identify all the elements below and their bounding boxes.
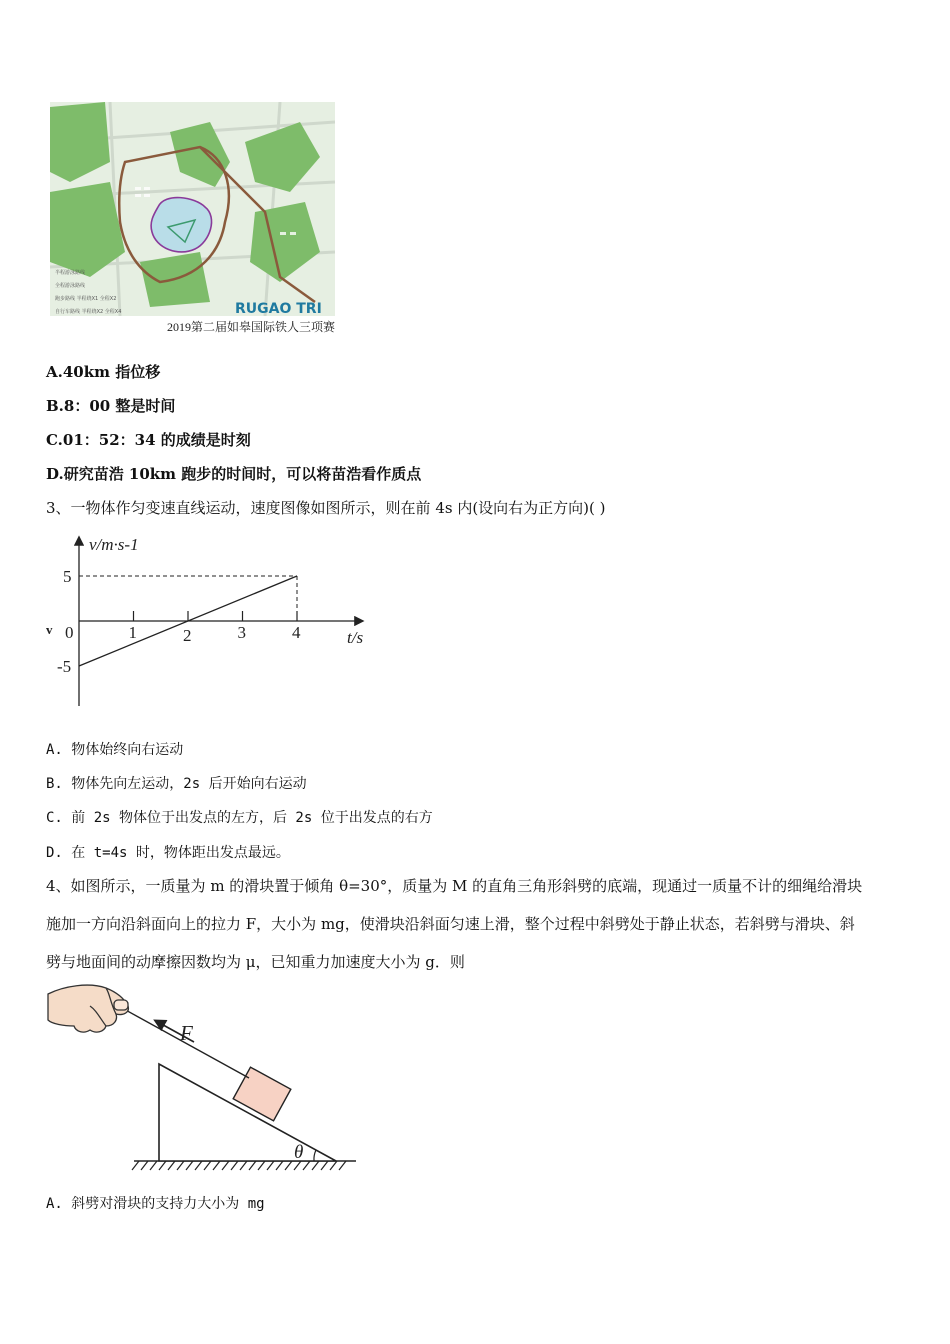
angle-label: θ bbox=[294, 1142, 304, 1163]
triathlon-route-map bbox=[50, 102, 335, 316]
q3-option-d: D. 在 t=4s 时，物体距出发点最远。 bbox=[46, 845, 290, 861]
ground-hatch bbox=[258, 1161, 265, 1170]
ground-hatch bbox=[285, 1161, 292, 1170]
y-axis-label: v/m·s-1 bbox=[89, 535, 139, 554]
ground-hatch bbox=[231, 1161, 238, 1170]
graph-side-label: v bbox=[46, 622, 53, 637]
ground-hatch bbox=[222, 1161, 229, 1170]
map-legend-item: 全程游泳路线 bbox=[55, 283, 86, 289]
rugao-tri-logo: RUGAO TRI bbox=[235, 301, 322, 316]
ground-hatch bbox=[276, 1161, 283, 1170]
map-caption: 2019第二届如皋国际铁人三项赛 bbox=[166, 320, 335, 334]
y-tick-label: 5 bbox=[63, 567, 72, 586]
ground-hatch bbox=[141, 1161, 148, 1170]
ground-hatch bbox=[132, 1161, 139, 1170]
q3-option-b: B. 物体先向左运动，2s 后开始向右运动 bbox=[46, 776, 307, 792]
ground-hatch bbox=[330, 1161, 337, 1170]
q4-stem-line2: 施加一方向沿斜面向上的拉力 F，大小为 mg，使滑块沿斜面匀速上滑，整个过程中斜劈处于静止状态，若斜劈与滑块、斜 bbox=[46, 915, 855, 933]
q4-stem-line1: 4、如图所示，一质量为 m 的滑块置于倾角 θ=30°，质量为 M 的直角三角形斜劈的底端，现通过一质量不计的细绳给滑块 bbox=[46, 877, 863, 895]
ground-hatch bbox=[249, 1161, 256, 1170]
x-tick-label: 1 bbox=[128, 623, 137, 642]
x-tick-label: 4 bbox=[292, 623, 301, 642]
ground-hatch bbox=[312, 1161, 319, 1170]
x-axis-label: t/s bbox=[347, 628, 364, 647]
incline-figure bbox=[44, 980, 364, 1175]
map-legend-item: 跑步路线 半程绕X1 全程X2 bbox=[55, 296, 117, 302]
force-label: F bbox=[180, 1021, 193, 1045]
hand-icon bbox=[48, 985, 128, 1032]
ground-hatch bbox=[303, 1161, 310, 1170]
q3-stem: 3、一物体作匀变速直线运动，速度图像如图所示，则在前 4s 内(设向右为正方向)( ) bbox=[46, 499, 606, 517]
ground-hatch bbox=[339, 1161, 346, 1170]
q3-option-c: C. 前 2s 物体位于出发点的左方，后 2s 位于出发点的右方 bbox=[46, 810, 433, 826]
map-legend-item: 自行车路线 半程绕X2 全程X4 bbox=[55, 309, 122, 315]
ground-hatch bbox=[150, 1161, 157, 1170]
q2-option-b: B.8：00 整是时间 bbox=[46, 397, 176, 415]
q3-option-a: A. 物体始终向右运动 bbox=[46, 742, 184, 758]
x-tick-label: 2 bbox=[183, 626, 192, 645]
velocity-time-graph bbox=[42, 528, 382, 713]
q2-option-c: C.01：52：34 的成绩是时刻 bbox=[46, 431, 251, 449]
q2-option-a: A.40km 指位移 bbox=[46, 363, 161, 381]
q2-option-d: D.研究苗浩 10km 跑步的时间时，可以将苗浩看作质点 bbox=[46, 465, 422, 483]
x-tick-label: 3 bbox=[237, 623, 246, 642]
ground-hatch bbox=[195, 1161, 202, 1170]
ground-hatch bbox=[267, 1161, 274, 1170]
q4-stem-line3: 劈与地面间的动摩擦因数均为 μ，已知重力加速度大小为 g．则 bbox=[46, 953, 465, 971]
ground-hatch bbox=[168, 1161, 175, 1170]
y-tick-label: -5 bbox=[57, 657, 72, 676]
ground-hatch bbox=[240, 1161, 247, 1170]
x-tick-label: 0 bbox=[65, 623, 74, 642]
ground-hatch bbox=[186, 1161, 193, 1170]
ground-hatch bbox=[213, 1161, 220, 1170]
q4-option-a: A. 斜劈对滑块的支持力大小为 mg bbox=[46, 1196, 265, 1212]
ground-hatch bbox=[177, 1161, 184, 1170]
map-legend-item: 半程游泳路线 bbox=[55, 270, 86, 276]
ground-hatch bbox=[204, 1161, 211, 1170]
ground-hatch bbox=[321, 1161, 328, 1170]
ground-hatch bbox=[159, 1161, 166, 1170]
